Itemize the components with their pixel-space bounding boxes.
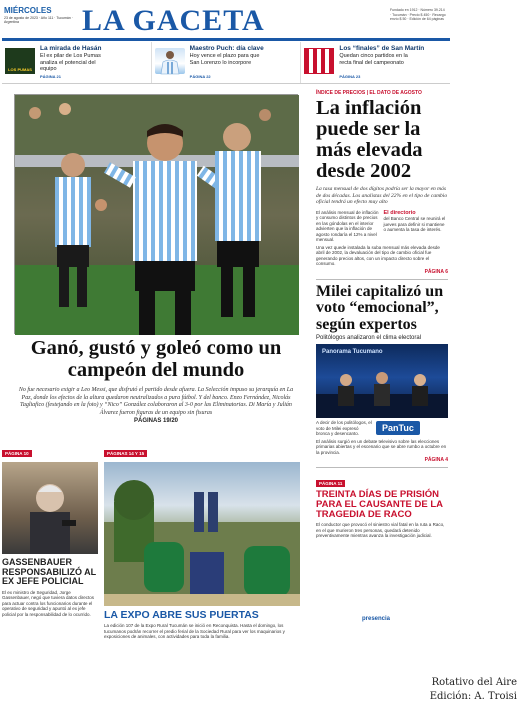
newspaper-logo: LA GACETA: [82, 4, 265, 37]
pantuc-bar: [316, 420, 448, 437]
masthead-tagline: 23 de agosto de 2023 · Año 111 · Tucumán · Argentina: [4, 16, 73, 24]
milei-headline[interactable]: Milei capitalizó un voto “emocional”, según expertos: [316, 282, 444, 333]
teaser-title: Los “finales” de San Martín: [339, 45, 425, 52]
masthead-day: MIÉRCOLES: [4, 6, 52, 15]
teaser-text: Hoy vence el plazo para que San Lorenzo lo incorpore: [189, 53, 260, 66]
milei-page-ref: PÁGINA 4: [424, 457, 448, 463]
divider: [316, 467, 448, 468]
story-expo-rural: [104, 442, 300, 639]
inflation-columns: [316, 210, 448, 243]
teaser-san-martin[interactable]: [301, 42, 450, 83]
gassenbauer-text: El ex ministro de Seguridad, Jorge Gassenbauer, negó que tuviera datos directos para actuar contra los funcionarios durante el operativo de seguridad y apuntó al ex jefe policial por la responsabilidad de lo ocurrido.: [2, 589, 95, 617]
inflation-page-ref: PÁGINA 6: [424, 268, 448, 275]
teaser-pumas[interactable]: [2, 42, 152, 83]
newspaper-front-page: [2, 4, 450, 639]
inflation-col-a: El análisis mensual de inflación y consumo distintos de precios en las góndolas en el interior advierten que la inflación de agosto rondaría el 12% a nivel mensual.: [316, 209, 379, 242]
courtroom-image: [2, 462, 98, 554]
story-gassenbauer: [2, 442, 98, 628]
prison-page-chip: PÁGINA 11: [316, 480, 345, 487]
tv-program-name: Panorama Tucumano: [322, 349, 383, 355]
main-subhead: No fue necesario exigir a Leo Messi, que disfrutó el partido desde afuera. La Selección impuso su jerarquía en La Paz, donde los efectos de la altura quedaron neutralizados a pura fútbol. Y del banco. Enzo Fernández, Nicolás Tagliafico (festejando en la foto) y “Nico” González colaboraron al 3-0 por las Eliminatorias. Di María y Julián Álvarez fueron figuras de un equipo sin fisuras: [18, 387, 294, 416]
inflation-kicker: ÍNDICE DE PRECIOS | EL DATO DE AGOSTO: [316, 90, 422, 96]
credits: [430, 676, 517, 704]
gassenbauer-page-chip: PÁGINA 10: [2, 450, 32, 457]
player-silhouette-icon: [155, 48, 185, 74]
masthead-rule: [2, 38, 450, 41]
expo-text: La edición 107 de la Expo Rural Tucumán se inició en Reconquista. Hasta el domingo, los tucumanos podrán recorrer el predio ferial de la Sociedad Rural para ver los maquinarios y exposiciones de animales, con actividades para toda la familia.: [104, 623, 285, 639]
inflation-col-b: [384, 210, 449, 243]
pumas-logo-icon: LOS PUMAS: [5, 48, 35, 74]
milei-subhead: Politólogos analizaron el clima electoral: [316, 335, 422, 341]
expo-grounds-image: [104, 462, 300, 606]
milei-body: El análisis surgió en un debate televisivo sobre las elecciones primarias abiertas y el escenario que se abre rumbo a octubre en la provincia.: [316, 438, 447, 455]
presencia-logo: presencia: [362, 616, 391, 622]
central-bank-text: del Banco Central se reunirá el jueves para definir si mantiene o aumenta la tasa de interés.: [383, 216, 446, 232]
inflation-lead: La tasa mensual de dos dígitos podría ser la mayor en más de dos décadas. Los analistas del 22% en el tipo de cambio oficial tendrá un efecto muy alto: [316, 186, 448, 205]
teaser-title: Maestro Puch: día clave: [189, 45, 264, 52]
masthead-meta: Fundado en 1912 · Número 39.214 · Tucumán · Precio $ 450 · Recargo envío $ 50 · Edición de 64 páginas: [390, 8, 446, 21]
football-celebration-image: [15, 95, 299, 335]
central-bank-highlight: El directorio: [383, 209, 416, 216]
gassenbauer-photo[interactable]: [2, 462, 98, 554]
player-photo: [155, 48, 185, 74]
milei-caption: A decir de los politólogos, el voto de Milei expresó bronca y desencanto.: [316, 420, 372, 436]
teaser-page: PÁGINA 22: [189, 74, 211, 79]
main-headline[interactable]: Ganó, gustó y goleó como un campeón del mundo: [30, 337, 282, 381]
main-pages-ref: PÁGINAS 19/20: [133, 418, 179, 424]
inflation-headline[interactable]: La inflación puede ser la más elevada desde 2002: [316, 97, 423, 182]
expo-headline[interactable]: LA EXPO ABRE SUS PUERTAS: [104, 609, 259, 621]
expo-page-chip: PÁGINAS 14 Y 15: [104, 450, 147, 457]
teaser-bar: [2, 42, 450, 84]
main-photo-argentina-celebration[interactable]: [14, 94, 298, 334]
credit-line-2: Edición: A. Troisi: [429, 691, 517, 702]
pantuc-logo[interactable]: PanTuc: [376, 421, 420, 435]
teaser-title: La mirada de Hasán: [40, 45, 102, 52]
prison-text: El conductor que provocó el siniestro vial fatal en la ruta a Raco, en el que murieron tres personas, quedará detenido preventivamente mientras avanza la investigación judicial.: [316, 522, 445, 538]
right-column: [316, 90, 448, 624]
credit-line-1: Rotativo del Aire: [431, 677, 517, 688]
teaser-text: Quedan cinco partidos en la recta final del campeonato: [339, 53, 408, 66]
inflation-body: Una vez quede instalada la suba mensual más elevada desde abril de 2002, la devaluación del tipo de cambio oficial fue generando precios altos, con un impacto directo sobre el consumo.: [316, 244, 440, 266]
teaser-page: PÁGINA 21: [40, 74, 61, 79]
teaser-puch[interactable]: [152, 42, 302, 83]
gassenbauer-headline[interactable]: GASSENBAUER RESPONSABILIZÓ AL EX JEFE POLICIAL: [2, 557, 97, 586]
teaser-page: PÁGINA 23: [339, 74, 361, 79]
tv-studio-photo[interactable]: [316, 344, 448, 418]
san-martin-crest-icon: [304, 48, 334, 74]
divider: [316, 279, 448, 280]
teaser-text: El ex pilar de Los Pumas analiza el potencial del equipo: [40, 53, 101, 72]
tv-studio-image: [316, 344, 448, 418]
prison-headline[interactable]: TREINTA DÍAS DE PRISIÓN PARA EL CAUSANTE DE LA TRAGEDIA DE RACO: [316, 489, 443, 520]
expo-photo[interactable]: [104, 462, 300, 606]
